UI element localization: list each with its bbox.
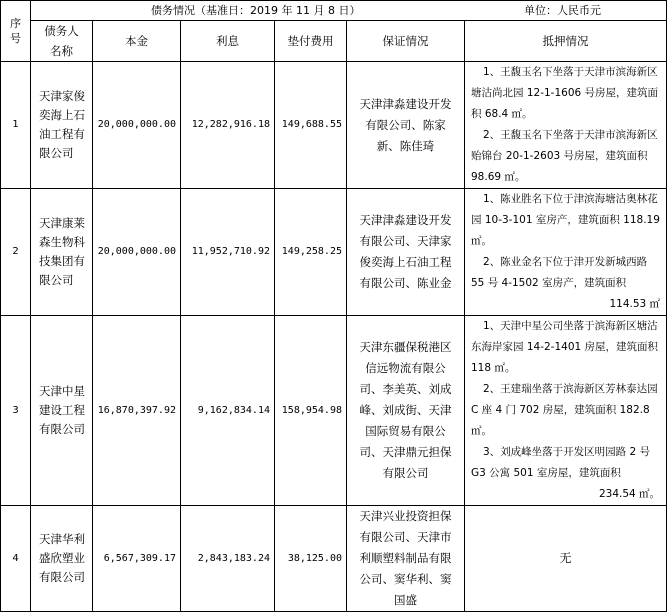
advance-header: 垫付费用 (275, 21, 347, 62)
row-guarantee: 天津东疆保税港区信远物流有限公司、李美英、刘成峰、刘成街、天津国际贸易有限公司、天津鼎元担保有限公司 (347, 316, 465, 506)
table-row (1, 316, 667, 506)
row-guarantee: 天津兴业投资担保有限公司、天津市利顺塑料制品有限公司、窦华利、窦国盛 (347, 506, 465, 612)
row-collateral (465, 189, 667, 316)
row-guarantee: 天津津淼建设开发有限公司、陈家新、陈佳琦 (347, 62, 465, 189)
table-row (1, 62, 667, 189)
row-advance: 149,258.25 (275, 189, 347, 316)
collateral-header: 抵押情况 (465, 21, 667, 62)
row-principal: 20,000,000.00 (93, 189, 181, 316)
row-interest: 11,952,710.92 (181, 189, 275, 316)
row-advance: 149,688.55 (275, 62, 347, 189)
row-seq: 2 (1, 189, 31, 316)
collateral-item: 无 (559, 551, 572, 565)
collateral-item: 1、陈业胜名下位于津滨海塘沽奥林花园 10-3-101 室房产，建筑面积 118.19 ㎡。 (471, 193, 660, 247)
row-seq: 3 (1, 316, 31, 506)
row-principal: 6,567,309.17 (93, 506, 181, 612)
row-interest: 9,162,834.14 (181, 316, 275, 506)
row-collateral (465, 316, 667, 506)
row-guarantee: 天津津淼建设开发有限公司、天津家俊奕海上石油工程有限公司、陈业金 (347, 189, 465, 316)
collateral-item: 3、刘成峰坐落于开发区明园路 2 号 G3 公寓 501 室房屋，建筑面积 (471, 446, 651, 479)
debtor-header: 债务人名称 (31, 21, 93, 62)
collateral-item: 2、王馥玉名下坐落于天津市滨海新区贻锦台 20-1-2603 号房屋，建筑面积 98.69 ㎡。 (471, 129, 658, 183)
title-row (1, 1, 667, 21)
row-seq: 4 (1, 506, 31, 612)
row-debtor: 天津中星建设工程有限公司 (31, 316, 93, 506)
collateral-item: 234.54 ㎡。 (598, 488, 661, 500)
collateral-item: 2、陈业金名下位于津开发新城西路 55 号 4-1502 室房产，建筑面积 (471, 256, 648, 289)
collateral-item: 114.53 ㎡ (609, 298, 661, 310)
row-debtor: 天津家俊奕海上石油工程有限公司 (31, 62, 93, 189)
interest-header: 利息 (181, 21, 275, 62)
seq-header: 序 号 (1, 1, 31, 62)
table-title: 债务情况（基准日：2019 年 11 月 8 日） (151, 4, 361, 17)
principal-header: 本金 (93, 21, 181, 62)
collateral-item: 2、王建瑞坐落于滨海新区芳林泰达园 C 座 4 门 702 房屋，建筑面积 182.8 ㎡。 (471, 383, 658, 437)
row-debtor: 天津华利盛欣塑业有限公司 (31, 506, 93, 612)
row-collateral (465, 506, 667, 612)
row-interest: 12,282,916.18 (181, 62, 275, 189)
guarantee-header: 保证情况 (347, 21, 465, 62)
column-header-row (1, 21, 667, 62)
title-cell (31, 1, 667, 21)
row-seq: 1 (1, 62, 31, 189)
row-principal: 16,870,397.92 (93, 316, 181, 506)
table-row (1, 506, 667, 612)
table-row (1, 189, 667, 316)
row-advance: 158,954.98 (275, 316, 347, 506)
collateral-item: 1、王馥玉名下坐落于天津市滨海新区塘沽尚北园 12-1-1606 号房屋，建筑面积 68.4 ㎡。 (471, 66, 659, 120)
row-interest: 2,843,183.24 (181, 506, 275, 612)
row-advance: 38,125.00 (275, 506, 347, 612)
row-collateral (465, 62, 667, 189)
currency-unit: 单位：人民币元 (524, 4, 601, 17)
row-principal: 20,000,000.00 (93, 62, 181, 189)
collateral-item: 1、天津中星公司坐落于滨海新区塘沽东海岸家园 14-2-1401 房屋，建筑面积 118 ㎡。 (471, 320, 659, 374)
row-debtor: 天津康莱森生物科技集团有限公司 (31, 189, 93, 316)
